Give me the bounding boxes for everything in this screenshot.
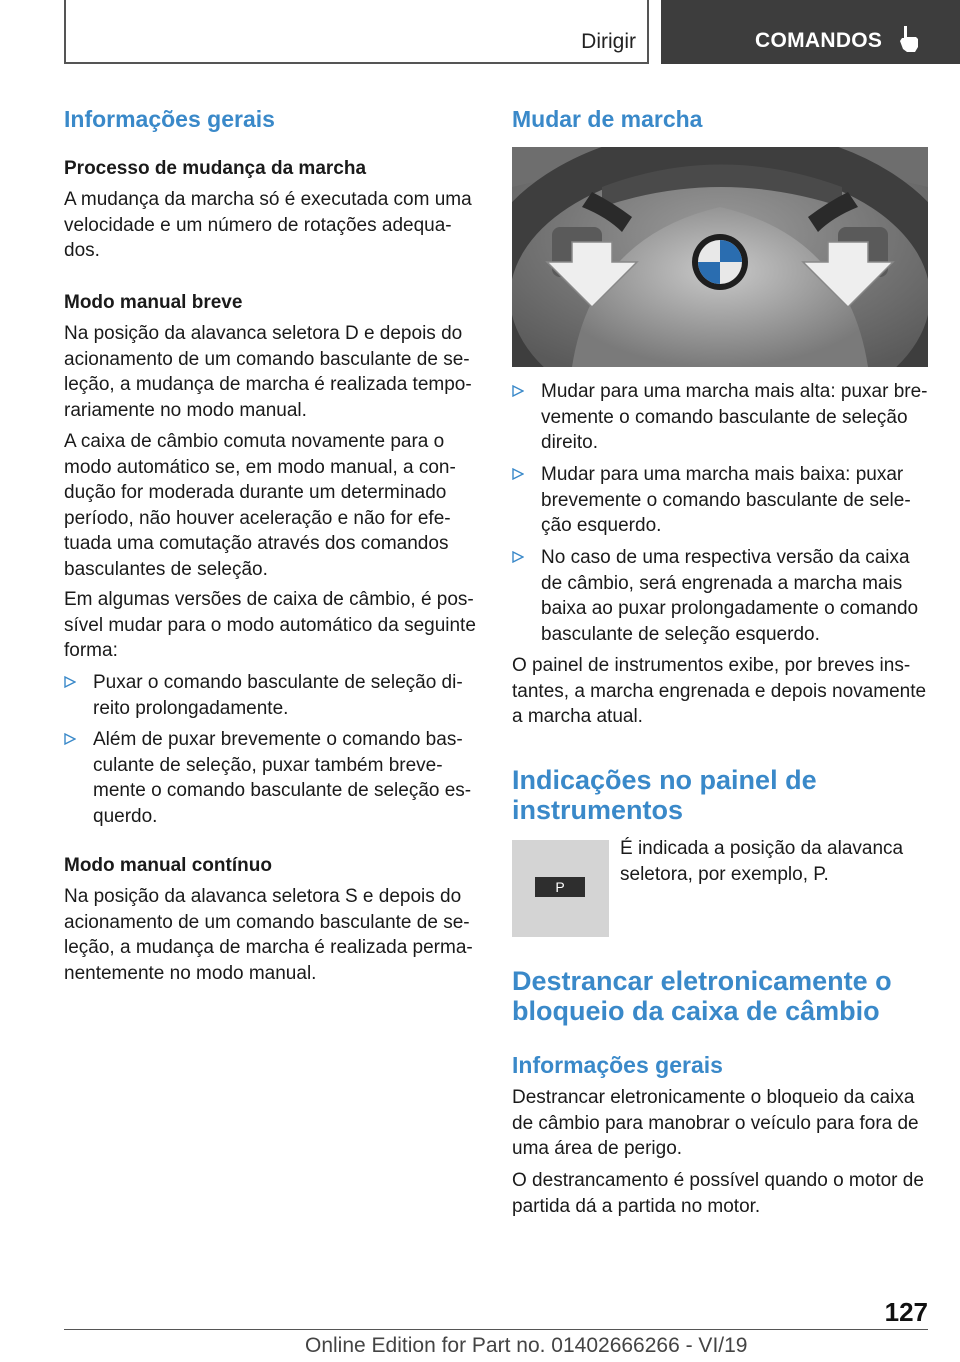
header-bottom-rule (64, 62, 649, 64)
para-auto-return: A caixa de câmbio comuta novamente para o modo automático se, em modo manual, a con-dução for moderada durante um determinado período, não houver aceleração e não for efe-tuada uma comutação através dos comandos basculantes de seleção. (64, 431, 456, 580)
steering-wheel-paddles-photo (512, 147, 928, 367)
heading-manual-brief: Modo manual breve (64, 292, 243, 313)
gear-display-image (512, 840, 609, 937)
triangle-right-icon (512, 385, 524, 397)
hand-pointer-icon (895, 24, 921, 54)
bullet-text: Mudar para uma marcha mais alta: puxar bre-vemente o comando basculante de seleção direito. (541, 381, 928, 453)
heading-manual-continuous: Modo manual contínuo (64, 855, 272, 876)
triangle-right-icon (512, 551, 524, 563)
triangle-right-icon (512, 468, 524, 480)
para-manual-continuous: Na posição da alavanca seletora S e depois do acionamento de um comando basculante de se-leção, a mudança de marcha é realizada perma-nentemente no modo manual. (64, 886, 473, 984)
para-versions: Em algumas versões de caixa de câmbio, é pos-sível mudar para o modo automático da seguinte forma: (64, 589, 476, 661)
header-chapter-tab (661, 0, 960, 64)
para-unlock-2: O destrancamento é possível quando o motor de partida dá a partida no motor. (512, 1170, 924, 1217)
para-instrument-panel: O painel de instrumentos exibe, por breves ins-tantes, a marcha engrenada e depois novamente a marcha atual. (512, 655, 927, 727)
heading-shift-process: Processo de mudança da marcha (64, 158, 367, 179)
header-section-title: Dirigir (581, 30, 636, 53)
heading-change-gear: Mudar de marcha (512, 106, 703, 132)
bullet-text: Mudar para uma marcha mais baixa: puxar brevemente o comando basculante de sele-ção esquerdo. (541, 464, 911, 536)
para-manual-brief: Na posição da alavanca seletora D e depois do acionamento de um comando basculante de se-leção, a mudança de marcha é realizada tempo-rariamente no modo manual. (64, 323, 472, 421)
heading-panel-indications: Indicações no painel de instrumentos (512, 765, 817, 825)
triangle-right-icon (64, 676, 76, 688)
footer-edition: Online Edition for Part no. 01402666266 - VI/19 (305, 1334, 748, 1357)
gear-display-letter: P (555, 879, 565, 895)
header-mid-rule (647, 0, 649, 64)
bullet-text: Além de puxar brevemente o comando bas-culante de seleção, puxar também breve-mente o comando basculante de seleção es-querdo. (93, 729, 472, 827)
page-number: 127 (884, 1297, 928, 1327)
header-chapter-label: COMANDOS (755, 29, 883, 52)
heading-general-info: Informações gerais (64, 106, 275, 132)
para-unlock-1: Destrancar eletronicamente o bloqueio da caixa de câmbio para manobrar o veículo para fora de uma área de perigo. (512, 1087, 919, 1159)
footer-rule (64, 1329, 928, 1330)
para-shift-process: A mudança da marcha só é executada com uma velocidade e um número de rotações adequa-dos. (64, 189, 472, 261)
bullet-text: No caso de uma respectiva versão da caixa de câmbio, será engrenada a marcha mais baixa ao puxar prolongadamente o comando basculante de seleção esquerdo. (541, 547, 919, 645)
heading-general-info-2: Informações gerais (512, 1052, 723, 1078)
triangle-right-icon (64, 733, 76, 745)
heading-unlock-gearbox: Destrancar eletronicamente o bloqueio da caixa de câmbio (512, 966, 892, 1026)
header-left-rule (64, 0, 66, 64)
para-panel-indications: É indicada a posição da alavanca seletora, por exemplo, P. (620, 838, 904, 885)
bullet-text: Puxar o comando basculante de seleção di-reito prolongadamente. (93, 672, 463, 719)
